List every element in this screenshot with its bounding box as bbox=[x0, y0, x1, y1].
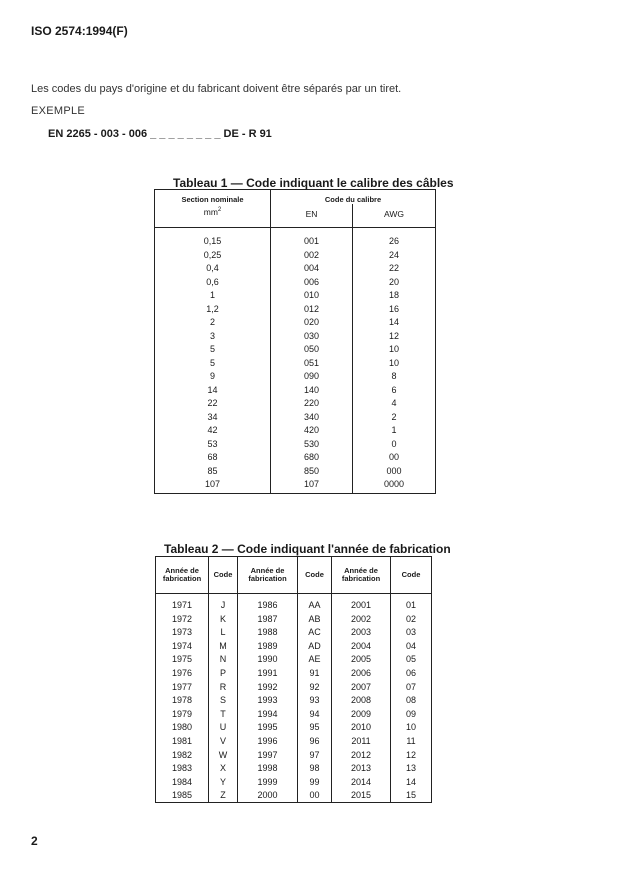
table2-cell: 05 bbox=[405, 654, 416, 665]
table2-year2-column bbox=[238, 594, 298, 803]
table1-awg-column bbox=[353, 228, 435, 493]
table1-unit: $mm^2$ bbox=[203, 207, 222, 217]
table1-cell: 34 bbox=[207, 411, 218, 422]
table1-cell: 3 bbox=[209, 330, 215, 341]
table1-col1-header bbox=[155, 190, 271, 228]
table2-cell: 1985 bbox=[171, 790, 193, 801]
table2-cell: 08 bbox=[405, 695, 416, 706]
table1-cell: 5 bbox=[209, 344, 215, 354]
table2-cell: 1972 bbox=[171, 613, 193, 624]
table2-header-year2: Année de fabrication bbox=[238, 557, 298, 593]
table2-cell: 1977 bbox=[171, 681, 193, 692]
table2-cell: T bbox=[220, 708, 226, 719]
body-paragraph: Les codes du pays d'origine et du fabricant doivent être séparés par un tiret. bbox=[31, 83, 402, 95]
table2-cell: 2014 bbox=[350, 776, 372, 787]
table1-cell: 010 bbox=[303, 290, 320, 300]
table2-cell: 1979 bbox=[171, 708, 193, 719]
table2-header-code1: Code bbox=[209, 557, 238, 593]
table2-header-code2: Code bbox=[298, 557, 332, 593]
table1-cell: 0000 bbox=[383, 479, 405, 489]
table2-cell: 00 bbox=[309, 790, 320, 801]
table1-cell: 020 bbox=[303, 317, 320, 327]
table2-cell: 96 bbox=[309, 735, 320, 746]
table2-cell: AD bbox=[308, 640, 321, 651]
table1-cell: 001 bbox=[303, 236, 320, 246]
table2 bbox=[155, 556, 432, 803]
table1-cell: 107 bbox=[204, 479, 221, 489]
table1-cell: 1 bbox=[209, 290, 215, 300]
table1-cell: 340 bbox=[303, 411, 320, 422]
table1-cell: 012 bbox=[303, 303, 320, 314]
table2-cell: 94 bbox=[309, 708, 320, 719]
table1-cell: 680 bbox=[303, 452, 320, 462]
table2-cell: AE bbox=[308, 654, 321, 665]
table2-cell: AB bbox=[308, 613, 321, 624]
table1-cell: 850 bbox=[303, 465, 320, 476]
table2-cell: 91 bbox=[309, 667, 320, 678]
table1-cell: 10 bbox=[388, 357, 399, 368]
table2-cell: 2015 bbox=[350, 790, 372, 801]
table1-cell: 22 bbox=[207, 398, 218, 408]
table2-cell: 1981 bbox=[171, 735, 193, 746]
table2-cell: 1994 bbox=[257, 708, 278, 719]
table2-code1-column bbox=[209, 594, 238, 803]
table1-cell: 12 bbox=[388, 330, 399, 341]
table1-section-label: Section nominale bbox=[181, 195, 244, 204]
table2-cell: P bbox=[219, 667, 226, 678]
table1-cell: 0,6 bbox=[206, 276, 219, 287]
table1-cell: 53 bbox=[207, 438, 218, 449]
table2-cell: 2004 bbox=[350, 640, 372, 651]
table2-cell: 2005 bbox=[350, 654, 372, 665]
table1-cell: 530 bbox=[303, 438, 320, 449]
table2-cell: 2002 bbox=[350, 613, 372, 624]
table2-cell: 99 bbox=[309, 776, 320, 787]
table1-cell: 2 bbox=[209, 317, 215, 327]
table2-cell: 11 bbox=[406, 735, 416, 746]
table2-cell: 2013 bbox=[350, 763, 372, 774]
table1-cell: 107 bbox=[303, 479, 320, 489]
table2-header-code3: Code bbox=[401, 570, 421, 579]
table2-cell: 14 bbox=[405, 776, 416, 787]
table2-header-row bbox=[156, 557, 431, 594]
table1-en-column bbox=[271, 228, 353, 493]
table2-cell: U bbox=[219, 722, 227, 733]
table2-body bbox=[156, 594, 431, 802]
table1-cell: 22 bbox=[388, 263, 399, 273]
table2-cell: 2000 bbox=[257, 790, 278, 801]
table2-cell: 1995 bbox=[257, 722, 278, 733]
table2-cell: 03 bbox=[405, 627, 416, 638]
table1-cell: 140 bbox=[303, 384, 320, 395]
table2-cell: S bbox=[219, 695, 226, 706]
table2-cell: 2007 bbox=[350, 681, 372, 692]
table1-cell: 14 bbox=[207, 384, 218, 395]
table2-cell: 1996 bbox=[257, 735, 278, 746]
table2-cell: 95 bbox=[309, 722, 320, 733]
table1-cell: 0,4 bbox=[206, 263, 219, 273]
table2-cell: AA bbox=[308, 600, 321, 610]
table1-cell: 1 bbox=[391, 425, 397, 435]
table2-cell: 1980 bbox=[171, 722, 193, 733]
table2-cell: 97 bbox=[309, 749, 320, 760]
table1-cell: 420 bbox=[303, 425, 320, 435]
table2-cell: 12 bbox=[405, 749, 416, 760]
table2-cell: 1989 bbox=[257, 640, 278, 651]
table1-cell: 0 bbox=[391, 438, 397, 449]
table2-cell: 1976 bbox=[171, 667, 193, 678]
table1-cell: 26 bbox=[388, 236, 399, 246]
table2-cell: 1982 bbox=[171, 749, 193, 760]
table1-cell: 18 bbox=[388, 290, 399, 300]
table1-cell: 002 bbox=[303, 249, 320, 260]
table2-cell: K bbox=[219, 613, 226, 624]
table2-cell: 1973 bbox=[171, 627, 193, 638]
table1-cell: 85 bbox=[207, 465, 218, 476]
table2-cell: 1992 bbox=[257, 681, 278, 692]
table2-cell: 1984 bbox=[171, 776, 193, 787]
table2-cell: R bbox=[219, 681, 227, 692]
table2-cell: 2009 bbox=[350, 708, 372, 719]
table1-codes-header bbox=[271, 190, 435, 228]
table2-cell: 06 bbox=[405, 667, 416, 678]
table2-cell: 2003 bbox=[350, 627, 372, 638]
table2-cell: 2010 bbox=[350, 722, 372, 733]
table1-en-header: EN bbox=[271, 204, 353, 227]
table2-cell: 1987 bbox=[257, 613, 278, 624]
table2-cell: 1993 bbox=[257, 695, 278, 706]
table2-cell: 2012 bbox=[350, 749, 372, 760]
table2-cell: 10 bbox=[405, 722, 416, 733]
table1-cell: 8 bbox=[391, 371, 397, 381]
table1 bbox=[154, 189, 436, 494]
example-value: EN 2265 - 003 - 006 _ _ _ _ _ _ _ _ DE - R 91 bbox=[48, 128, 272, 140]
table2-cell: 93 bbox=[309, 695, 320, 706]
table2-year1-column bbox=[156, 594, 209, 803]
table2-cell: AC bbox=[308, 627, 321, 638]
table2-cell: 01 bbox=[405, 600, 416, 610]
table2-cell: J bbox=[220, 600, 226, 610]
table1-cell: 00 bbox=[388, 452, 399, 462]
table2-cell: 04 bbox=[405, 640, 416, 651]
table1-cell: 004 bbox=[303, 263, 320, 273]
table2-cell: Z bbox=[220, 790, 226, 801]
table1-cell: 6 bbox=[391, 384, 397, 395]
table1-cell: 1,2 bbox=[206, 303, 219, 314]
table1-cell: 0,25 bbox=[203, 249, 222, 260]
table2-code2-column bbox=[298, 594, 332, 803]
table2-cell: V bbox=[219, 735, 226, 746]
table2-cell: W bbox=[218, 749, 228, 760]
table2-cell: 92 bbox=[309, 681, 320, 692]
table1-cell: 030 bbox=[303, 330, 320, 341]
table1-cell: 42 bbox=[207, 425, 218, 435]
table1-cell: 006 bbox=[303, 276, 320, 287]
document-header: ISO 2574:1994(F) bbox=[31, 24, 128, 38]
table1-cell: 050 bbox=[303, 344, 320, 354]
table2-cell: 1991 bbox=[257, 667, 278, 678]
table2-cell: Y bbox=[219, 776, 226, 787]
table1-cell: 2 bbox=[391, 411, 397, 422]
table2-cell: 1997 bbox=[257, 749, 278, 760]
page-number: 2 bbox=[31, 834, 38, 848]
table1-cell: 5 bbox=[209, 357, 215, 368]
table1-cell: 9 bbox=[209, 371, 215, 381]
table2-cell: 2006 bbox=[350, 667, 372, 678]
table1-cell: 68 bbox=[207, 452, 218, 462]
table2-cell: 98 bbox=[309, 763, 320, 774]
table1-section-column bbox=[155, 228, 271, 493]
table2-cell: 1971 bbox=[171, 600, 193, 610]
table1-title: Tableau 1 — Code indiquant le calibre des câbles bbox=[173, 176, 454, 190]
table2-cell: 15 bbox=[405, 790, 416, 801]
table1-cell: 24 bbox=[388, 249, 399, 260]
table1-codes-label: Code du calibre bbox=[324, 195, 382, 204]
table2-cell: 1990 bbox=[257, 654, 278, 665]
table1-cell: 10 bbox=[388, 344, 399, 354]
table2-header-year1: Année de fabrication bbox=[156, 557, 209, 593]
table2-cell: 09 bbox=[405, 708, 416, 719]
table1-cell: 16 bbox=[388, 303, 399, 314]
table1-cell: 090 bbox=[303, 371, 320, 381]
table1-cell: 000 bbox=[386, 465, 402, 476]
table1-cell: 4 bbox=[391, 398, 397, 408]
table2-title: Tableau 2 — Code indiquant l'année de fabrication bbox=[164, 542, 451, 556]
table2-header-year3: Année de fabrication bbox=[332, 557, 391, 593]
table2-cell: 1998 bbox=[257, 763, 278, 774]
table2-cell: 1983 bbox=[171, 763, 193, 774]
table2-cell: 1974 bbox=[171, 640, 193, 651]
table1-cell: 20 bbox=[388, 276, 399, 287]
table2-cell: 2011 bbox=[351, 735, 371, 746]
table2-cell: 1975 bbox=[171, 654, 193, 665]
table2-cell: 1988 bbox=[257, 627, 278, 638]
table2-code3-column bbox=[391, 594, 431, 803]
table1-cell: 220 bbox=[303, 398, 320, 408]
table2-cell: 1978 bbox=[171, 695, 193, 706]
table2-cell: X bbox=[219, 763, 226, 774]
table2-cell: L bbox=[220, 627, 226, 638]
table2-cell: 1999 bbox=[257, 776, 278, 787]
table1-cell: 0,15 bbox=[203, 236, 222, 246]
table2-cell: 07 bbox=[405, 681, 416, 692]
table2-cell: 1986 bbox=[257, 600, 278, 610]
table2-cell: 2008 bbox=[350, 695, 372, 706]
table2-cell: 02 bbox=[405, 613, 416, 624]
table1-cell: 051 bbox=[303, 357, 320, 368]
table2-cell: M bbox=[219, 640, 227, 651]
table1-cell: 14 bbox=[388, 317, 399, 327]
table1-awg-header: AWG bbox=[384, 209, 404, 219]
example-label: EXEMPLE bbox=[31, 105, 86, 117]
table2-year3-column bbox=[332, 594, 391, 803]
table2-cell: N bbox=[219, 654, 227, 665]
table2-cell: 2001 bbox=[350, 600, 372, 610]
table2-cell: 13 bbox=[405, 763, 416, 774]
